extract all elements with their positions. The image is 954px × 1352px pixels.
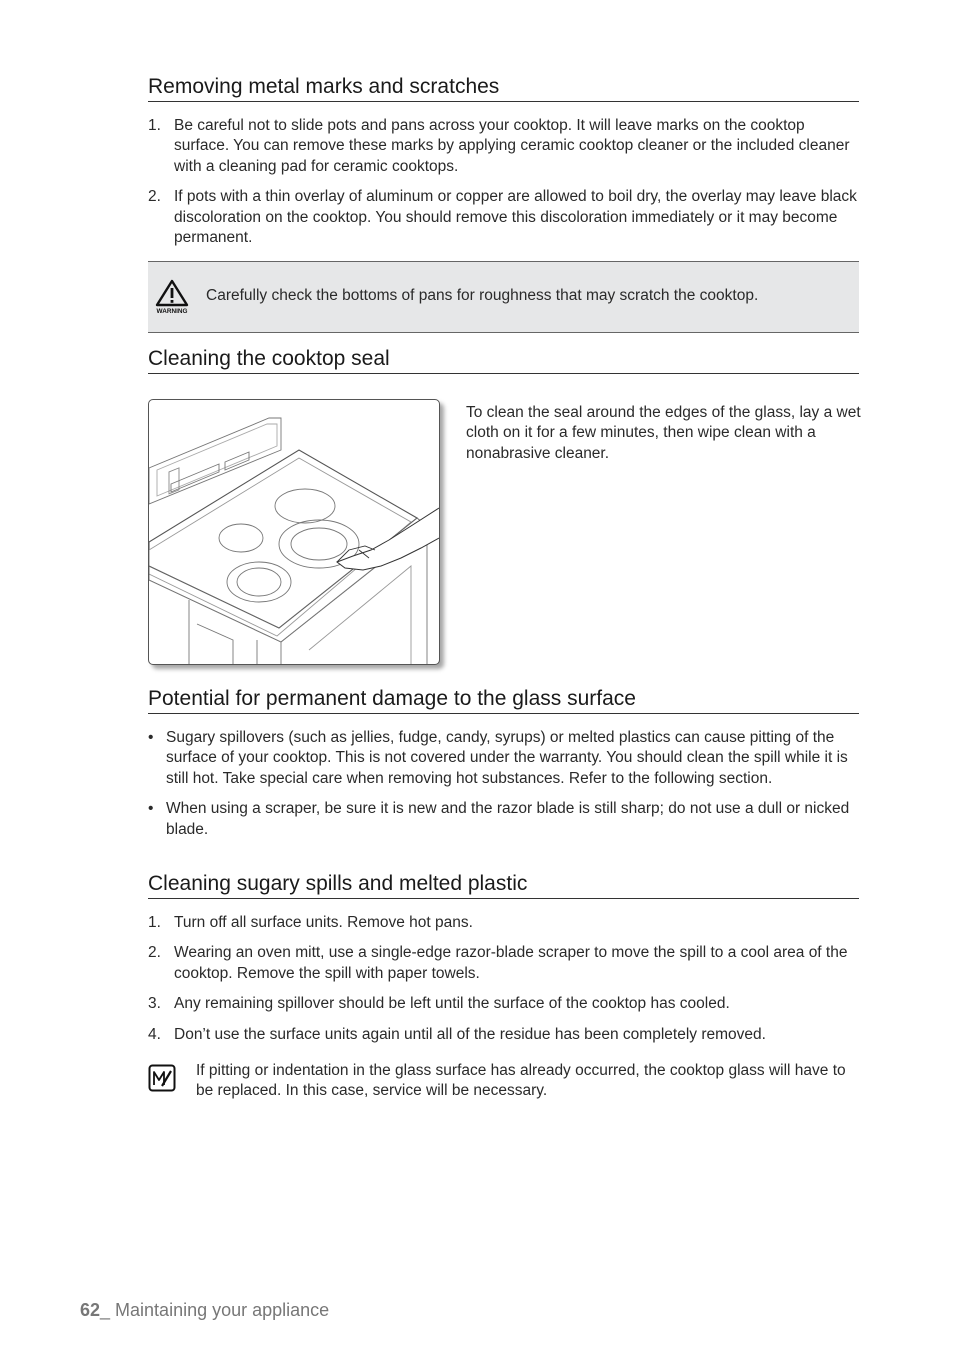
page-footer bbox=[80, 1300, 329, 1321]
section-title-cooktop-seal: Cleaning the cooktop seal bbox=[148, 346, 859, 374]
warning-text: Carefully check the bottoms of pans for roughness that may scratch the cooktop. bbox=[206, 287, 759, 304]
list-item: 2. If pots with a thin overlay of aluminum or copper are allowed to boil dry, the overlay may leave black discoloration on the cooktop. You should remove this discoloration immediately or it may become permanent. bbox=[148, 188, 857, 247]
cooktop-seal-text: To clean the seal around the edges of the glass, lay a wet cloth on it for a few minutes, then wipe clean with a nonabrasive cleaner. bbox=[466, 404, 861, 462]
cooktop-illustration bbox=[148, 399, 440, 665]
cooktop-drawing bbox=[149, 400, 439, 664]
list-item: 2. Wearing an oven mitt, use a single-edge razor-blade scraper to move the spill to a cool area of the cooktop. Remove the spill with paper towels. bbox=[148, 944, 848, 982]
note-text: If pitting or indentation in the glass surface has already occurred, the cooktop glass will have to be replaced. In this case, service will be necessary. bbox=[196, 1062, 846, 1100]
list-item: 1. Be careful not to slide pots and pans across your cooktop. It will leave marks on the cooktop surface. You can remove these marks by applying ceramic cooktop cleaner or the included cleaner with a cleaning pad for ceramic cooktops. bbox=[148, 117, 850, 175]
list-item: 1. Turn off all surface units. Remove hot pans. bbox=[148, 914, 473, 931]
note-icon bbox=[148, 1064, 176, 1092]
list-item: 3. Any remaining spillover should be left until the surface of the cooktop has cooled. bbox=[148, 995, 730, 1013]
warning-box bbox=[148, 261, 859, 333]
section-title-sugary-spills: Cleaning sugary spills and melted plastic bbox=[148, 871, 859, 899]
page-number: 62 bbox=[80, 1300, 101, 1320]
sugary-spills-list bbox=[148, 913, 859, 1055]
metal-marks-list bbox=[148, 116, 859, 258]
footer-chapter: _ Maintaining your appliance bbox=[100, 1300, 330, 1320]
section-title-glass-damage: Potential for permanent damage to the glass surface bbox=[148, 686, 859, 714]
list-item: • Sugary spillovers (such as jellies, fudge, candy, syrups) or melted plastics can cause pitting of the surface of your cooktop. This is not covered under the warranty. You should clean the spill while it is still hot. Take special care when removing hot substances. Refer to the following section. bbox=[148, 729, 848, 787]
section-title-metal-marks: Removing metal marks and scratches bbox=[148, 74, 859, 102]
glass-damage-list bbox=[148, 728, 859, 850]
warning-icon-label: WARNING bbox=[156, 308, 188, 314]
list-item: 4. Don’t use the surface units again until all of the residue has been completely removed. bbox=[148, 1025, 766, 1043]
warning-icon bbox=[154, 278, 190, 314]
list-item: • When using a scraper, be sure it is new and the razor blade is still sharp; do not use a dull or nicked blade. bbox=[148, 800, 850, 838]
